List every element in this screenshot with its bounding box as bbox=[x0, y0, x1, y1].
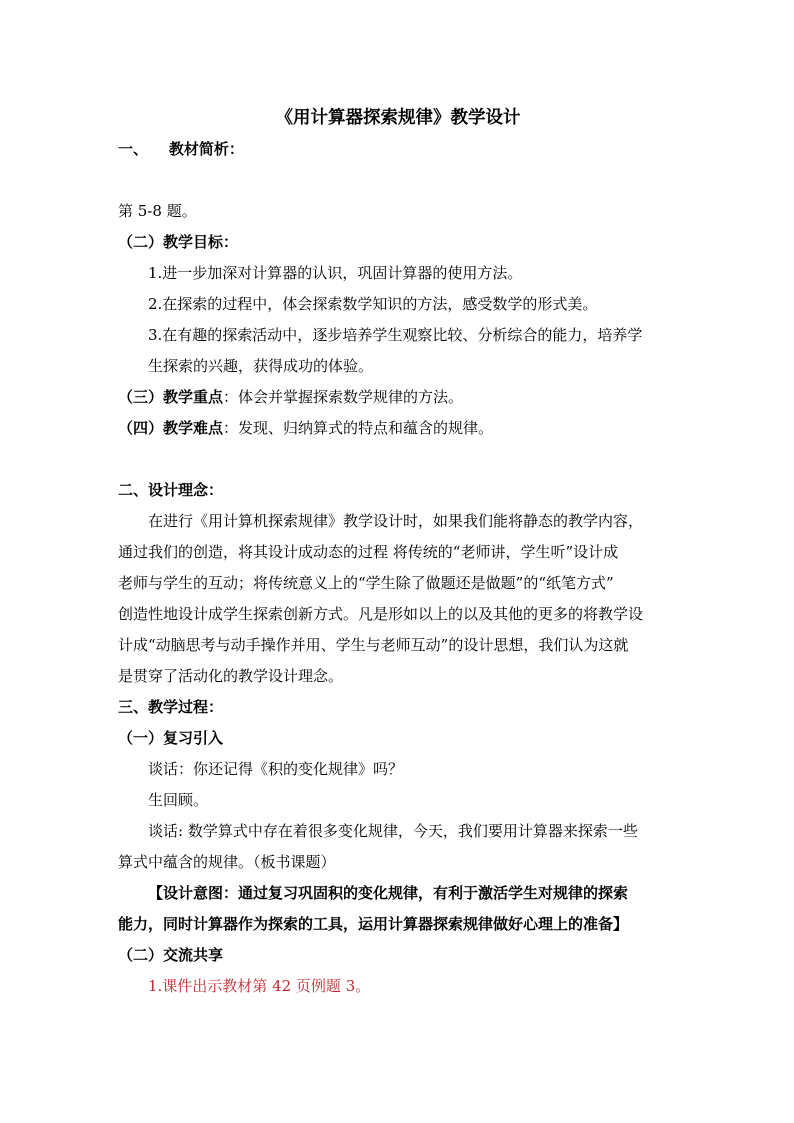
concept-line-6: 是贯穿了活动化的教学设计理念。 bbox=[118, 667, 344, 685]
teaching-key-line bbox=[118, 382, 678, 413]
concept-line-3: 老师与学生的互动；将传统意义上的“学生除了做题还是做题”的“纸笔方式” bbox=[118, 574, 614, 592]
design-intent-line2: 能力，同时计算器作为探索的工具，运用计算器探索规律做好心理上的准备】 bbox=[118, 915, 629, 933]
review-line-2: 生回顾。 bbox=[148, 791, 209, 809]
review-intro-label: （一）复习引入 bbox=[118, 729, 224, 747]
section-heading-analysis: 一、 教材简析： bbox=[118, 140, 244, 158]
goal-item-1: 1.进一步加深对计算器的认识，巩固计算器的使用方法。 bbox=[148, 264, 523, 282]
teaching-prep-line bbox=[118, 444, 678, 475]
concept-line-2: 通过我们的创造，将其设计成动态的过程 将传统的“老师讲，学生听”设计成 bbox=[118, 543, 619, 561]
review-line-3: 谈话: 数学算式中存在着很多变化规律，今天，我们要用计算器来探索一些 bbox=[148, 822, 638, 840]
concept-line-4: 创造性地设计成学生探索创新方式。凡是形如以上的以及其他的更多的将教学设 bbox=[118, 605, 644, 623]
section-heading-concept: 二、设计理念： bbox=[118, 481, 224, 499]
exchange-item-1: 1.课件出示教材第 42 页例题 3。 bbox=[148, 977, 371, 995]
review-line-4: 算式中蕴含的规律。（板书课题） bbox=[118, 853, 336, 871]
teaching-content-line2: 第 5-8 题。 bbox=[118, 202, 197, 220]
teaching-key-label: （三）教学重点 bbox=[118, 388, 224, 406]
teaching-content-line1 bbox=[118, 165, 678, 196]
section-heading-process: 三、教学过程： bbox=[118, 698, 224, 716]
goal-item-3: 3.在有趣的探索活动中，逐步培养学生观察比较、分析综合的能力，培养学 bbox=[148, 326, 643, 344]
review-line-1: 谈话：你还记得《积的变化规律》吗？ bbox=[148, 760, 404, 778]
goal-item-3-cont: 生探索的兴趣，获得成功的体验。 bbox=[148, 357, 374, 375]
teaching-difficulty-line bbox=[118, 413, 678, 444]
teaching-key-text: ：体会并掌握探索数学规律的方法。 bbox=[223, 388, 464, 406]
document-body bbox=[118, 103, 678, 1002]
concept-line-1: 在进行《用计算机探索规律》教学设计时，如果我们能将静态的教学内容， bbox=[148, 512, 644, 530]
teaching-difficulty-label: （四）教学难点 bbox=[118, 419, 224, 437]
concept-line-5: 计成“动脑思考与动手操作并用、学生与老师互动”的设计思想，我们认为这就 bbox=[118, 636, 629, 654]
exchange-share-label: （二）交流共享 bbox=[118, 946, 224, 964]
design-intent-line1: 【设计意图：通过复习巩固积的变化规律，有利于激活学生对规律的探索 bbox=[148, 884, 629, 902]
teaching-difficulty-text: ：发现、归纳算式的特点和蕴含的规律。 bbox=[223, 419, 494, 437]
goal-item-2: 2.在探索的过程中，体会探索数学知识的方法，感受数学的形式美。 bbox=[148, 295, 598, 313]
document-title: 《用计算器探索规律》教学设计 bbox=[275, 108, 521, 128]
teaching-goals-label: （二）教学目标： bbox=[118, 233, 239, 251]
